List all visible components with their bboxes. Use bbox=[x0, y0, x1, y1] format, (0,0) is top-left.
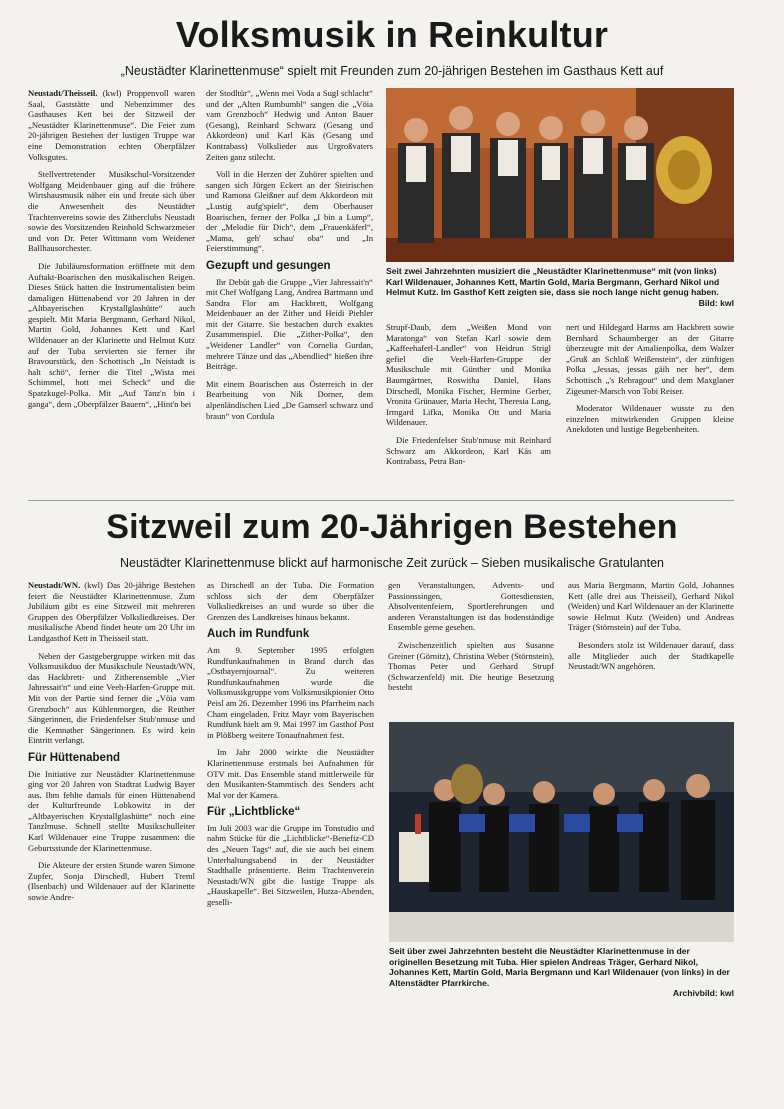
article1-col1-p3: Die Jubiläumsformation eröffnete mit dem Auftakt-Boarischen den musikalischen Reigen. Dieses Stück hatten die Instrumentalisten beim damaligen Hüttenabend vor 20 Jahren in der „Altbayerischen Krystallglashütte“ auch gespielt. Mit Maria Bergmann, Gerhard Nikol, Martin Gold, Johannes Kett und Karl Wildenauer an der Klarinette und Helmut Kutz auf der Tuba servierten sie ferner ihr Bravourstück, den Schottisch „In Neistadt is halt schö“, ferner die Titel „Wista mei Schimmel, hott mei Scheck“ und die Spatzkugel-Polka. Mit „Auf Tanz'n bin i ganga“, dem „Oberpfälzer Bauern“, „Hint'n bei bbox=[28, 260, 195, 409]
article2-heading-huettenabend: Für Hüttenabend bbox=[28, 751, 120, 764]
article1-col1-p2: Stellvertretender Musikschul-Vorsitzender Wolfgang Meidenbauer ging auf die frühere Wirtshausmusik näher ein und freute sich über die Anwesenheit des Neustädter Trachtenvereins sowie des Zitherclubs Neustadt sowie des Vorsitzenden Reinhold Schwarzmeier und von Dr. Peter Wittmann vom Weidener Ballhausorchester. bbox=[28, 169, 195, 254]
article1-col3-p2: Die Friedenfelser Stub'nmuse mit Reinhard Schwarz am Akkordeon, Karl Käs am Kontrabass, Petra Ban- bbox=[386, 434, 551, 467]
article1-photo bbox=[386, 88, 734, 262]
article1-col3-p1: Strupf-Daub, dem „Weißen Mond von Maratonga“ von Stefan Karl sowie dem „Kaffeehaferl-Landler“ von Heidrun Strigl gefiel die Veeh-Harfen-Gruppe der Musikschule mit Günther und Monika Baumgärtner, Roswitha Daniel, Hans Dirschedl, Monika Fischer, Hermine Gerber, Vronita Grünauer, Maria Hecht, Theresia Lang, Irmgard Lifka, Monika Ott und Maria Wildenauer. bbox=[386, 322, 551, 428]
article2-column-3 bbox=[388, 580, 554, 700]
article1-column-3 bbox=[386, 322, 551, 474]
article2-column-2 bbox=[207, 580, 374, 915]
article2-column-4 bbox=[568, 580, 734, 679]
article2-col2-p3: Im Jahr 2000 wirkte die Neustädter Klarinettenmuse erstmals bei Aufnahmen für OTV mit. Das Ensemble stand mittlerweile für den Musikanten-Stammtisch des Senders acht Mal vor der Kamera. bbox=[207, 747, 374, 800]
article1-col4-p2: Moderator Wildenauer wusste zu den einzelnen mitwirkenden Gruppen kleine Anekdoten und lustige Begebenheiten. bbox=[566, 403, 734, 435]
article2-caption-text: Seit über zwei Jahrzehnten besteht die Neustädter Klarinettenmuse in der originellen Besetzung mit Tuba. Hier spielen Andreas Träger, Gerhard Nikol, Johannes Kett, Martin Gold, Maria Bergmann und Karl Wildenauer (von links) in der Altenstädter Pfarrkirche. bbox=[389, 946, 730, 988]
article2-column-1 bbox=[28, 580, 195, 910]
band-photo-illustration bbox=[386, 88, 734, 262]
article1-title: Volksmusik in Reinkultur bbox=[175, 14, 609, 55]
article2-col3-p2: Zwischenzeitlich spielten aus Susanne Greiner (Görnitz), Christina Weber (Störnstein), Thomas Peter und Gerhard Strupf (Schwarzenfeld) mit. Die heutige Besetzung besteht bbox=[388, 639, 554, 693]
article2-col1-p2: Neben der Gastgebergruppe wirken mit das Volksmusikduo der Musikschule Neustadt/WN, das Hackbrett- und Zitherensemble „Vier Jahressait'n“ und eine Veeh-Harfen-Gruppe mit. Mit von der Partie sind ferner die „Vöia vam Grenzboch“ aus Kühlenmorgen, die Reuther Sängerinnen, die Friedenfelser Stub'nmuse und die Kemnather Sängerinnen. Es wird kein Eintritt verlangt. bbox=[28, 650, 195, 746]
article2-photo-credit: Archivbild: kwl bbox=[672, 988, 734, 999]
article1-col2-p2: Voll in die Herzen der Zuhörer spielten und sangen sich Jürgen Eckert an der Steirischen und Ramona Gleißner auf dem Akkordeon mit „Lustig aufg'spielt“, dem Oberhauser Boarischen, ferner der Polka „I bin a Lump“, der „Melodie für Dich“, dem „Frauenkäferl“, „Mama, geh' schau' oba“ und „In Feierstimmung“. bbox=[206, 169, 373, 254]
article1-col4-p1: nert und Hildegard Harms am Hackbrett sowie Bernhard Schaumberger an der Gitarre überzeugte mit der Amalienpolka, dem Walzer „Gruß an Schloß Weißenstein“, der zünftigen Polka „Jessas, jessas gäih ner her“, dem Schottisch „'s Rehragout“ und dem Maxglaner Zigeuner-Marsch von Tobi Reiser. bbox=[566, 322, 734, 396]
article2-col4-p1: aus Maria Bergmann, Martin Gold, Johannes Kett (alle drei aus Theisseil), Gerhard Nikol (Weiden) und Karl Wildenauer an der Klarinette sowie Helmut Kutz (Weiden) und Andreas Träger (Störnstein) auf der Tuba. bbox=[568, 580, 734, 633]
article1-column-2 bbox=[206, 88, 373, 428]
article2-col1-p1: (kwl) Das 20-jährige Bestehen feiert die Neustädter Klarinettenmuse. Zum Jubiläum gibt es eine Sitzweil mit mehreren Gruppen des Oberpfälzer Volksliedkreises. Der musikalische Abend findet heute um 20 Uhr im Landgasthof Kett in Theisseil statt. bbox=[28, 580, 195, 643]
article1-col2-p1: der Stodltür“, „Wenn mei Voda a Sugl schlacht“ und der „Alten Rumbumbl“ sangen die „Vöia vam Grenzboch“ Hedwig und Anton Bauer (Gesang), Reinhard Schwarz (Gesang und Akkordeon) und Karl Käs (Gesang und Kontrabass) Volkslieder aus Urgroßvaters Zeiten ganz stilecht. bbox=[206, 88, 373, 162]
article2-heading-rundfunk: Auch im Rundfunk bbox=[207, 628, 310, 641]
article2-col2-p1: as Dirschedl an der Tuba. Die Formation schloss sich der dem Oberpfälzer Volksliedkreises an und wurde so über die Grenzen des Landkreises hinaus bekannt. bbox=[207, 580, 374, 622]
article1-subtitle: „Neustädter Klarinettenmuse“ spielt mit Freunden zum 20-jährigen Bestehen im Gasthaus Kett auf bbox=[120, 64, 664, 78]
article1-dateline: Neustadt/Theisseil. bbox=[28, 88, 98, 98]
article1-caption-text: Seit zwei Jahrzehnten musiziert die „Neustädter Klarinettenmuse“ mit (von links) Karl Wildenauer, Johannes Kett, Martin Gold, Maria Bergmann, Gerhard Nikol und Helmut Kutz. Im Gasthof Kett zeigten sie, dass sie noch lange nicht genug haben. bbox=[386, 266, 720, 298]
article1-col2-p3: Ihr Debüt gab die Gruppe „Vier Jahressait'n“ mit Chef Wolfgang Lang, Andrea Bartmann und Sandra Flor am Hackbrett, Wolfgang Meidenbauer an der Zither und Heidi Piehler mit der Gitarre. Sie bestachen durch exaktes Zusammenspiel. Die „Zither-Polka“, den „Weidener Landler“ von Cornelia Gurdan, mehrere Tänze und das „Abendlied“ hießen ihre Beiträge. bbox=[206, 276, 373, 372]
article2-dateline: Neustadt/WN. bbox=[28, 580, 81, 590]
article2-col1-p4: Die Akteure der ersten Stunde waren Simone Zupfer, Sonja Dirschedl, Hubert Treml (Ilsenbach) und Wildenauer auf der Klarinette sowie Andre- bbox=[28, 860, 195, 903]
article2-col3-p1: gen Veranstaltungen, Advents- und Passionssingen, Gottesdiensten, Absolventenfeiern, Sportlerehrungen und anderen Veranstaltungen ist das bodenständige Ensemble gerne gesehen. bbox=[388, 580, 554, 633]
article2-photo bbox=[389, 722, 734, 942]
article2-col2-p4: Im Juli 2003 war die Gruppe im Tonstudio und nahm Stücke für die „Lichtblicke“-Benefiz-CD des „Neuen Tags“ auf, die sie auch bei einem Unterhaltungsabend in der Neustädter Stadthalle präsentierte. Beim Trachtenverein Neustadt/WN gibt die lustige Truppe als „Hauskapelle“. Bei Sitzweilen, Hutza-Abenden, geselli- bbox=[207, 822, 374, 908]
article1-column-1 bbox=[28, 88, 195, 416]
article1-heading: Gezupft und gesungen bbox=[206, 259, 331, 272]
article1-col2-p4: Mit einem Boarischen aus Österreich in der Bearbeitung von Nik Dorner, dem alpenländischen Lied „De Gamserl schwarz und braun“ von Cordula bbox=[206, 378, 373, 421]
article2-subtitle: Neustädter Klarinettenmuse blickt auf harmonische Zeit zurück – Sieben musikalische Gratulanten bbox=[119, 556, 665, 570]
article-divider bbox=[28, 500, 734, 501]
article2-title: Sitzweil zum 20-Jährigen Bestehen bbox=[106, 508, 678, 546]
church-concert-photo-illustration bbox=[389, 722, 734, 942]
article2-col2-p2: Am 9. September 1995 erfolgten Rundfunkaufnahmen in Brand durch das „Ostbayernjournal“. Zu weiteren Rundfunkaufnahmen wurde die Volksmusikgruppe vom Volksmusikpionier Otto Peisl am 26. Dezember 1996 ins Pfarrheim nach Cham eingeladen. Fritz Mayr vom Bayerischen Rundfunk hielt am 9. Mai 1997 im Gasthof Post in Plößberg weitere Tonaufnahmen fest. bbox=[207, 644, 374, 740]
article1-col1-p1: (kwl) Proppenvoll waren Saal, Gaststätte und Nebenzimmer des Gasthauses Kett bei der Sitzweil der „Neustädter Klarinettenmuse“. Die Feier zum 20-jährigen Bestehen der lustigen Truppe war eine Demonstration echten Oberpfälzer Volksgutes. bbox=[28, 88, 195, 162]
article2-caption bbox=[389, 946, 734, 999]
article1-caption bbox=[386, 266, 734, 308]
article1-photo-credit: Bild: kwl bbox=[698, 297, 734, 308]
article2-col1-p3: Die Initiative zur Neustädter Klarinettenmuse ging vor 20 Jahren von Stadtrat Ludwig Bayer aus. Ihm fehlte damals für einen Hüttenabend der Kulturfreunde Lobkowitz in der „Altbayerischen Krystallglashütte“ noch eine Tanzlmuse. Schnell stellte Musikschulleiter Karl Wildenauer eine Truppe zusammen: die Geburtsstunde der Klarinettenmuse. bbox=[28, 768, 195, 853]
article2-heading-lichtblicke: Für „Lichtblicke“ bbox=[207, 806, 301, 819]
article1-column-4 bbox=[566, 322, 734, 442]
article2-col4-p2: Besonders stolz ist Wildenauer darauf, dass alle Mitglieder auch der Stadtkapelle Neustadt/WN angehören. bbox=[568, 639, 734, 672]
